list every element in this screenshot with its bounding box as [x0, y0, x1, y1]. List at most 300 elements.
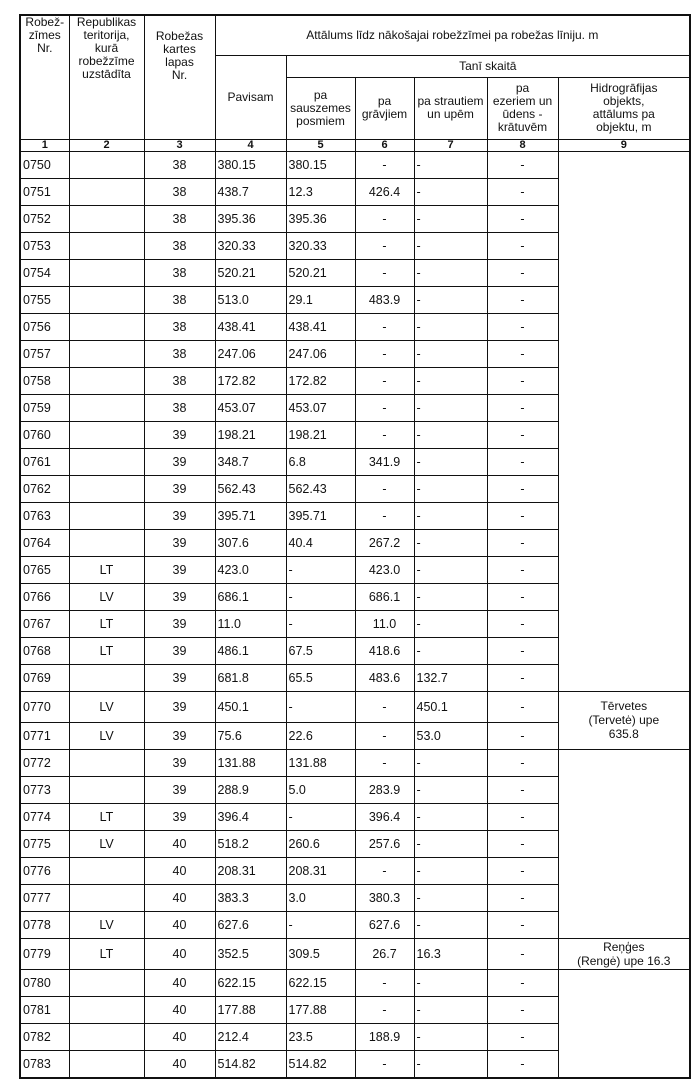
cell-col1: 0767 [20, 610, 69, 637]
cell-col1: 0768 [20, 637, 69, 664]
cell-col6: - [355, 722, 414, 749]
cell-col2 [69, 996, 144, 1023]
cell-col6: - [355, 421, 414, 448]
cell-col1: 0761 [20, 448, 69, 475]
cell-col3: 39 [144, 749, 215, 776]
cell-col2 [69, 421, 144, 448]
cell-col1: 0773 [20, 776, 69, 803]
cell-col5: 131.88 [286, 749, 355, 776]
cell-col7: - [414, 610, 487, 637]
cell-col4: 212.4 [215, 1023, 286, 1050]
cell-col7: - [414, 232, 487, 259]
cell-col3: 38 [144, 394, 215, 421]
cell-col6: - [355, 749, 414, 776]
cell-col5: 6.8 [286, 448, 355, 475]
cell-col2 [69, 151, 144, 178]
cell-col7: - [414, 857, 487, 884]
cell-col3: 40 [144, 857, 215, 884]
cell-col4: 383.3 [215, 884, 286, 911]
boundary-table [19, 14, 691, 1079]
cell-col5: - [286, 610, 355, 637]
cell-col6: - [355, 691, 414, 722]
cell-col1: 0776 [20, 857, 69, 884]
cell-col7: - [414, 394, 487, 421]
cell-col2 [69, 664, 144, 691]
cell-col7: - [414, 1023, 487, 1050]
hydro-object-cell: Reņģes (Rengė) upe 16.3 [558, 938, 690, 969]
cell-col5: 395.71 [286, 502, 355, 529]
cell-col5: 514.82 [286, 1050, 355, 1078]
cell-col1: 0766 [20, 583, 69, 610]
cell-col5: 622.15 [286, 969, 355, 996]
cell-col6: - [355, 475, 414, 502]
cell-col3: 38 [144, 178, 215, 205]
cell-col1: 0780 [20, 969, 69, 996]
cell-col5: 5.0 [286, 776, 355, 803]
cell-col6: 483.6 [355, 664, 414, 691]
cell-col8: - [487, 803, 558, 830]
cell-col3: 40 [144, 938, 215, 969]
cell-col4: 518.2 [215, 830, 286, 857]
table-row [20, 691, 690, 722]
cell-col7: - [414, 259, 487, 286]
cell-col8: - [487, 776, 558, 803]
cell-col2: LT [69, 637, 144, 664]
col-number: 2 [69, 139, 144, 151]
header-streams: pa strautiem un upēm [414, 77, 487, 139]
cell-col6: - [355, 232, 414, 259]
hydro-empty-cell [558, 969, 690, 1078]
cell-col2 [69, 1023, 144, 1050]
cell-col7: - [414, 969, 487, 996]
cell-col8: - [487, 151, 558, 178]
cell-col5: 395.36 [286, 205, 355, 232]
cell-col8: - [487, 286, 558, 313]
cell-col4: 453.07 [215, 394, 286, 421]
cell-col5: 67.5 [286, 637, 355, 664]
header-hydro: Hidrogrāfijas objekts, attālums pa objektu, m [558, 77, 690, 139]
cell-col4: 423.0 [215, 556, 286, 583]
cell-col4: 307.6 [215, 529, 286, 556]
cell-col8: - [487, 367, 558, 394]
cell-col5: 309.5 [286, 938, 355, 969]
cell-col8: - [487, 205, 558, 232]
cell-col4: 380.15 [215, 151, 286, 178]
cell-col2 [69, 286, 144, 313]
cell-col5: 380.15 [286, 151, 355, 178]
cell-col6: - [355, 857, 414, 884]
cell-col8: - [487, 1050, 558, 1078]
cell-col5: 247.06 [286, 340, 355, 367]
cell-col8: - [487, 749, 558, 776]
cell-col8: - [487, 448, 558, 475]
cell-col1: 0770 [20, 691, 69, 722]
header-distance-title: Attālums līdz nākošajai robežzīmei pa robežas līniju. m [215, 15, 690, 55]
cell-col5: - [286, 583, 355, 610]
cell-col4: 396.4 [215, 803, 286, 830]
cell-col6: - [355, 969, 414, 996]
cell-col2 [69, 232, 144, 259]
cell-col8: - [487, 394, 558, 421]
cell-col3: 40 [144, 969, 215, 996]
cell-col7: - [414, 205, 487, 232]
cell-col3: 39 [144, 722, 215, 749]
cell-col8: - [487, 610, 558, 637]
cell-col7: - [414, 996, 487, 1023]
cell-col7: - [414, 637, 487, 664]
cell-col4: 627.6 [215, 911, 286, 938]
header-land: pa sauszemes posmiem [286, 77, 355, 139]
cell-col8: - [487, 938, 558, 969]
cell-col3: 38 [144, 259, 215, 286]
cell-col5: 453.07 [286, 394, 355, 421]
cell-col3: 40 [144, 884, 215, 911]
cell-col8: - [487, 691, 558, 722]
cell-col7: - [414, 313, 487, 340]
cell-col8: - [487, 421, 558, 448]
cell-col2: LV [69, 583, 144, 610]
cell-col6: - [355, 502, 414, 529]
cell-col1: 0781 [20, 996, 69, 1023]
cell-col8: - [487, 969, 558, 996]
header-map-sheet: Robežas kartes lapas Nr. [144, 15, 215, 139]
cell-col3: 39 [144, 556, 215, 583]
cell-col3: 39 [144, 529, 215, 556]
cell-col8: - [487, 340, 558, 367]
col-number: 5 [286, 139, 355, 151]
cell-col5: 22.6 [286, 722, 355, 749]
cell-col5: - [286, 803, 355, 830]
cell-col3: 40 [144, 1050, 215, 1078]
header-total: Pavisam [215, 55, 286, 139]
cell-col4: 352.5 [215, 938, 286, 969]
cell-col3: 40 [144, 996, 215, 1023]
cell-col6: 257.6 [355, 830, 414, 857]
cell-col3: 38 [144, 286, 215, 313]
cell-col4: 288.9 [215, 776, 286, 803]
cell-col5: 438.41 [286, 313, 355, 340]
table-row [20, 151, 690, 178]
cell-col2 [69, 749, 144, 776]
cell-col4: 622.15 [215, 969, 286, 996]
cell-col7: - [414, 421, 487, 448]
cell-col1: 0763 [20, 502, 69, 529]
cell-col7: - [414, 884, 487, 911]
cell-col5: 40.4 [286, 529, 355, 556]
cell-col2 [69, 205, 144, 232]
cell-col6: - [355, 367, 414, 394]
cell-col7: - [414, 529, 487, 556]
cell-col4: 438.41 [215, 313, 286, 340]
cell-col8: - [487, 996, 558, 1023]
table-row [20, 749, 690, 776]
cell-col4: 177.88 [215, 996, 286, 1023]
cell-col8: - [487, 664, 558, 691]
hydro-object-cell: Tērvetes (Tervetė) upe 635.8 [558, 691, 690, 749]
cell-col4: 75.6 [215, 722, 286, 749]
cell-col5: - [286, 691, 355, 722]
header-lakes: pa ezeriem un ūdens - krātuvēm [487, 77, 558, 139]
cell-col2 [69, 475, 144, 502]
cell-col6: 423.0 [355, 556, 414, 583]
table-body [20, 151, 690, 1078]
cell-col6: 396.4 [355, 803, 414, 830]
cell-col6: 418.6 [355, 637, 414, 664]
cell-col8: - [487, 722, 558, 749]
cell-col7: - [414, 749, 487, 776]
cell-col4: 348.7 [215, 448, 286, 475]
cell-col7: 132.7 [414, 664, 487, 691]
cell-col5: 177.88 [286, 996, 355, 1023]
cell-col4: 438.7 [215, 178, 286, 205]
cell-col5: 562.43 [286, 475, 355, 502]
cell-col7: - [414, 911, 487, 938]
cell-col7: - [414, 502, 487, 529]
cell-col7: - [414, 556, 487, 583]
cell-col2: LT [69, 938, 144, 969]
cell-col6: 341.9 [355, 448, 414, 475]
cell-col5: - [286, 556, 355, 583]
cell-col1: 0759 [20, 394, 69, 421]
cell-col2 [69, 529, 144, 556]
cell-col1: 0775 [20, 830, 69, 857]
cell-col8: - [487, 637, 558, 664]
cell-col7: - [414, 340, 487, 367]
cell-col4: 686.1 [215, 583, 286, 610]
cell-col4: 208.31 [215, 857, 286, 884]
cell-col5: 260.6 [286, 830, 355, 857]
cell-col1: 0757 [20, 340, 69, 367]
cell-col2: LT [69, 803, 144, 830]
cell-col5: 172.82 [286, 367, 355, 394]
hydro-empty-cell [558, 151, 690, 691]
cell-col4: 681.8 [215, 664, 286, 691]
cell-col4: 11.0 [215, 610, 286, 637]
cell-col7: 16.3 [414, 938, 487, 969]
cell-col6: 188.9 [355, 1023, 414, 1050]
cell-col2: LV [69, 911, 144, 938]
cell-col8: - [487, 313, 558, 340]
cell-col1: 0750 [20, 151, 69, 178]
cell-col3: 38 [144, 313, 215, 340]
cell-col3: 39 [144, 664, 215, 691]
col-number: 4 [215, 139, 286, 151]
cell-col2 [69, 367, 144, 394]
cell-col1: 0777 [20, 884, 69, 911]
cell-col8: - [487, 830, 558, 857]
cell-col1: 0754 [20, 259, 69, 286]
cell-col6: 426.4 [355, 178, 414, 205]
cell-col4: 514.82 [215, 1050, 286, 1078]
header-ditches: pa grāvjiem [355, 77, 414, 139]
cell-col5: 12.3 [286, 178, 355, 205]
cell-col8: - [487, 232, 558, 259]
cell-col1: 0752 [20, 205, 69, 232]
cell-col1: 0782 [20, 1023, 69, 1050]
cell-col3: 39 [144, 583, 215, 610]
cell-col3: 39 [144, 803, 215, 830]
cell-col6: - [355, 259, 414, 286]
cell-col8: - [487, 529, 558, 556]
cell-col6: 627.6 [355, 911, 414, 938]
cell-col7: - [414, 151, 487, 178]
table-row [20, 969, 690, 996]
cell-col1: 0769 [20, 664, 69, 691]
cell-col5: 65.5 [286, 664, 355, 691]
header-of-which: Tanī skaitā [286, 55, 690, 77]
cell-col3: 38 [144, 151, 215, 178]
cell-col7: - [414, 583, 487, 610]
cell-col8: - [487, 857, 558, 884]
cell-col6: - [355, 313, 414, 340]
cell-col6: - [355, 205, 414, 232]
cell-col3: 39 [144, 421, 215, 448]
cell-col6: - [355, 151, 414, 178]
cell-col6: 686.1 [355, 583, 414, 610]
cell-col4: 247.06 [215, 340, 286, 367]
cell-col2 [69, 259, 144, 286]
cell-col4: 131.88 [215, 749, 286, 776]
cell-col5: 23.5 [286, 1023, 355, 1050]
cell-col8: - [487, 259, 558, 286]
cell-col6: - [355, 996, 414, 1023]
cell-col5: 198.21 [286, 421, 355, 448]
cell-col3: 40 [144, 1023, 215, 1050]
cell-col8: - [487, 583, 558, 610]
cell-col4: 520.21 [215, 259, 286, 286]
cell-col1: 0764 [20, 529, 69, 556]
hydro-empty-cell [558, 749, 690, 938]
cell-col7: 450.1 [414, 691, 487, 722]
cell-col3: 39 [144, 776, 215, 803]
cell-col4: 172.82 [215, 367, 286, 394]
cell-col6: 483.9 [355, 286, 414, 313]
cell-col6: 283.9 [355, 776, 414, 803]
cell-col5: 29.1 [286, 286, 355, 313]
cell-col1: 0762 [20, 475, 69, 502]
cell-col6: 267.2 [355, 529, 414, 556]
cell-col2 [69, 178, 144, 205]
cell-col3: 39 [144, 502, 215, 529]
cell-col7: - [414, 178, 487, 205]
cell-col3: 38 [144, 340, 215, 367]
cell-col5: 520.21 [286, 259, 355, 286]
cell-col1: 0755 [20, 286, 69, 313]
cell-col2 [69, 313, 144, 340]
cell-col1: 0758 [20, 367, 69, 394]
cell-col1: 0783 [20, 1050, 69, 1078]
cell-col7: - [414, 803, 487, 830]
cell-col1: 0760 [20, 421, 69, 448]
cell-col5: 3.0 [286, 884, 355, 911]
cell-col4: 198.21 [215, 421, 286, 448]
cell-col3: 40 [144, 830, 215, 857]
cell-col1: 0772 [20, 749, 69, 776]
cell-col2 [69, 448, 144, 475]
cell-col2 [69, 340, 144, 367]
cell-col6: - [355, 1050, 414, 1078]
col-number: 1 [20, 139, 69, 151]
cell-col1: 0751 [20, 178, 69, 205]
cell-col1: 0774 [20, 803, 69, 830]
cell-col8: - [487, 884, 558, 911]
cell-col4: 320.33 [215, 232, 286, 259]
cell-col4: 486.1 [215, 637, 286, 664]
cell-col8: - [487, 911, 558, 938]
cell-col2 [69, 394, 144, 421]
cell-col3: 40 [144, 911, 215, 938]
cell-col5: 208.31 [286, 857, 355, 884]
cell-col2 [69, 776, 144, 803]
cell-col2 [69, 502, 144, 529]
cell-col3: 39 [144, 691, 215, 722]
cell-col2 [69, 857, 144, 884]
cell-col4: 395.71 [215, 502, 286, 529]
cell-col8: - [487, 1023, 558, 1050]
cell-col2: LT [69, 610, 144, 637]
cell-col1: 0779 [20, 938, 69, 969]
cell-col3: 39 [144, 448, 215, 475]
col-number: 6 [355, 139, 414, 151]
cell-col2 [69, 884, 144, 911]
cell-col7: 53.0 [414, 722, 487, 749]
col-number: 3 [144, 139, 215, 151]
cell-col4: 450.1 [215, 691, 286, 722]
cell-col3: 39 [144, 637, 215, 664]
cell-col3: 38 [144, 232, 215, 259]
cell-col3: 39 [144, 610, 215, 637]
cell-col3: 38 [144, 205, 215, 232]
col-number: 8 [487, 139, 558, 151]
cell-col1: 0756 [20, 313, 69, 340]
cell-col2: LV [69, 830, 144, 857]
cell-col6: 380.3 [355, 884, 414, 911]
table-row [20, 938, 690, 969]
cell-col6: - [355, 340, 414, 367]
cell-col3: 39 [144, 475, 215, 502]
cell-col6: - [355, 394, 414, 421]
cell-col4: 562.43 [215, 475, 286, 502]
cell-col2 [69, 969, 144, 996]
cell-col1: 0771 [20, 722, 69, 749]
header-marker-no: Robež- zīmes Nr. [20, 15, 69, 139]
cell-col8: - [487, 502, 558, 529]
cell-col7: - [414, 830, 487, 857]
cell-col6: 11.0 [355, 610, 414, 637]
cell-col7: - [414, 475, 487, 502]
cell-col2: LV [69, 722, 144, 749]
cell-col2: LV [69, 691, 144, 722]
cell-col5: 320.33 [286, 232, 355, 259]
col-number: 9 [558, 139, 690, 151]
col-number: 7 [414, 139, 487, 151]
cell-col7: - [414, 367, 487, 394]
cell-col7: - [414, 776, 487, 803]
cell-col1: 0778 [20, 911, 69, 938]
cell-col8: - [487, 178, 558, 205]
cell-col5: - [286, 911, 355, 938]
header-territory: Republikas teritorija, kurā robežzīme uzstādīta [69, 15, 144, 139]
cell-col4: 513.0 [215, 286, 286, 313]
cell-col7: - [414, 448, 487, 475]
cell-col4: 395.36 [215, 205, 286, 232]
cell-col2 [69, 1050, 144, 1078]
cell-col8: - [487, 475, 558, 502]
table-header [20, 15, 690, 151]
cell-col7: - [414, 1050, 487, 1078]
cell-col1: 0753 [20, 232, 69, 259]
cell-col7: - [414, 286, 487, 313]
